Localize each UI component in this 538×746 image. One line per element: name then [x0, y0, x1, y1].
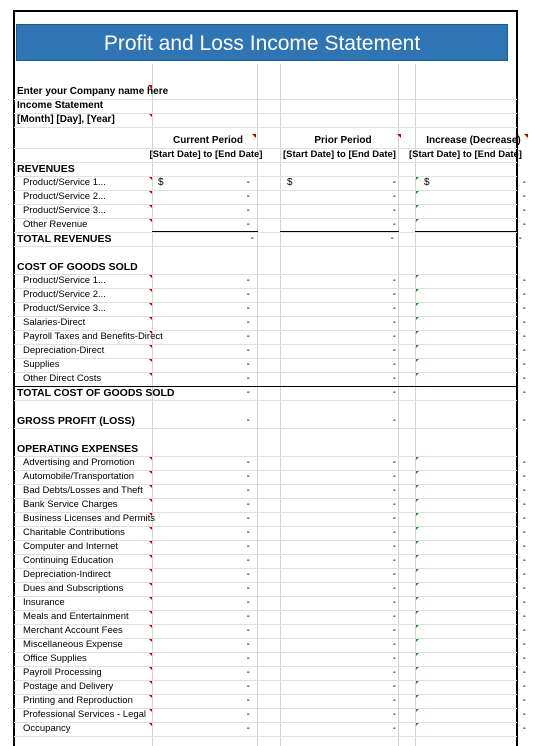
line-item-label[interactable]: Product/Service 1... — [23, 275, 106, 286]
gridline — [14, 232, 517, 233]
current-period-value[interactable]: - — [246, 485, 250, 496]
currency-symbol: $ — [158, 177, 164, 188]
prior-period-value[interactable]: - — [392, 569, 396, 580]
gridline — [14, 344, 517, 345]
line-item-row — [15, 582, 526, 596]
line-item-row — [15, 372, 526, 386]
gridline — [14, 127, 517, 128]
prior-period-value[interactable]: - — [392, 583, 396, 594]
line-item-row — [15, 288, 526, 302]
line-item-label[interactable]: Meals and Entertainment — [23, 611, 129, 622]
gridline — [14, 540, 517, 541]
prior-period-value[interactable]: - — [392, 611, 396, 622]
change-value[interactable]: - — [522, 359, 526, 370]
prior-period-value[interactable]: - — [392, 667, 396, 678]
line-item-row — [15, 218, 526, 232]
current-period-value[interactable]: - — [246, 569, 250, 580]
comment-marker — [397, 134, 401, 138]
gridline — [14, 190, 517, 191]
change-value[interactable]: - — [522, 611, 526, 622]
prior-period-value[interactable]: - — [392, 317, 396, 328]
line-item-label[interactable]: Bad Debts/Losses and Theft — [23, 485, 143, 496]
current-period-value[interactable]: - — [246, 387, 250, 398]
revenues-heading: REVENUES — [17, 163, 75, 175]
prior-period-value[interactable]: - — [392, 331, 396, 342]
column-header-2: Prior Period — [314, 135, 372, 146]
prior-period-value[interactable]: - — [392, 723, 396, 734]
gridline — [14, 652, 517, 653]
line-item-label[interactable]: Continuing Education — [23, 555, 114, 566]
page-title: Profit and Loss Income Statement — [16, 24, 508, 61]
line-item-row — [15, 694, 526, 708]
change-value[interactable]: - — [522, 177, 526, 188]
prior-period-value[interactable]: - — [392, 457, 396, 468]
line-item-row — [15, 204, 526, 218]
current-period-value[interactable]: - — [246, 345, 250, 356]
currency-symbol: $ — [424, 177, 430, 188]
line-item-row — [15, 498, 526, 512]
line-item-label[interactable]: Postage and Delivery — [23, 681, 114, 692]
prior-period-value[interactable]: - — [392, 527, 396, 538]
prior-period-value[interactable]: - — [392, 639, 396, 650]
currency-symbol: $ — [287, 177, 293, 188]
comment-marker — [252, 134, 256, 138]
prior-period-value[interactable]: - — [392, 289, 396, 300]
line-item-row — [15, 666, 526, 680]
line-item-label[interactable]: Business Licenses and Permits — [23, 513, 156, 524]
gridline — [14, 736, 517, 737]
line-item-label[interactable]: Occupancy — [23, 723, 71, 734]
gridline — [14, 596, 517, 597]
line-item-row — [15, 624, 526, 638]
line-item-label[interactable]: Salaries-Direct — [23, 317, 86, 328]
change-value[interactable]: - — [522, 681, 526, 692]
current-period-value[interactable]: - — [246, 597, 250, 608]
date-range-3[interactable]: [Start Date] to [End Date] — [409, 149, 522, 160]
prior-period-value[interactable]: - — [392, 499, 396, 510]
prior-period-value[interactable]: - — [392, 597, 396, 608]
current-period-value[interactable]: - — [246, 709, 250, 720]
gridline — [14, 498, 517, 499]
current-period-value[interactable]: - — [246, 681, 250, 692]
total-underline — [280, 231, 399, 232]
line-item-label[interactable]: Product/Service 1... — [23, 177, 106, 188]
total-revenues-label: TOTAL REVENUES — [17, 233, 112, 245]
change-value[interactable]: - — [522, 583, 526, 594]
gridline — [14, 470, 517, 471]
total-underline — [152, 231, 258, 232]
line-item-row — [15, 512, 526, 526]
gridline — [14, 638, 517, 639]
current-period-value[interactable]: - — [246, 317, 250, 328]
line-item-row — [15, 722, 526, 736]
line-item-row — [15, 330, 526, 344]
gross-profit-label: GROSS PROFIT (LOSS) — [17, 415, 135, 427]
comment-marker — [148, 85, 152, 89]
change-value[interactable]: - — [522, 667, 526, 678]
gridline — [14, 176, 517, 177]
current-period-value[interactable]: - — [246, 555, 250, 566]
line-item-label[interactable]: Office Supplies — [23, 653, 87, 664]
change-value[interactable]: - — [522, 275, 526, 286]
gross-profit-row — [15, 414, 526, 428]
line-item-label[interactable]: Depreciation-Indirect — [23, 569, 111, 580]
line-item-row — [15, 358, 526, 372]
comment-marker — [524, 134, 528, 138]
change-value[interactable]: - — [522, 723, 526, 734]
prior-period-value[interactable]: - — [392, 513, 396, 524]
prior-period-value[interactable]: - — [392, 177, 396, 188]
line-item-label[interactable]: Payroll Taxes and Benefits-Direct — [23, 331, 163, 342]
total-revenues-row — [15, 232, 522, 246]
change-value[interactable]: - — [522, 639, 526, 650]
line-item-label[interactable]: Bank Service Charges — [23, 499, 118, 510]
current-period-value[interactable]: - — [246, 625, 250, 636]
gridline — [14, 512, 517, 513]
line-item-row — [15, 680, 526, 694]
sheet-border-top — [13, 10, 518, 12]
gridline — [14, 568, 517, 569]
current-period-value[interactable]: - — [246, 457, 250, 468]
line-item-label[interactable]: Advertising and Promotion — [23, 457, 135, 468]
line-item-label[interactable]: Other Revenue — [23, 219, 88, 230]
line-item-label[interactable]: Dues and Subscriptions — [23, 583, 124, 594]
change-value[interactable]: - — [522, 373, 526, 384]
line-item-label[interactable]: Product/Service 2... — [23, 289, 106, 300]
cogs-heading: COST OF GOODS SOLD — [17, 261, 138, 273]
change-value[interactable]: - — [522, 457, 526, 468]
change-value[interactable]: - — [522, 513, 526, 524]
gridline — [14, 358, 517, 359]
gridline — [14, 218, 517, 219]
gridline — [14, 274, 517, 275]
line-item-label[interactable]: Other Direct Costs — [23, 373, 102, 384]
gridline — [14, 694, 517, 695]
change-value[interactable]: - — [522, 541, 526, 552]
current-period-value[interactable]: - — [246, 513, 250, 524]
gridline — [14, 456, 517, 457]
prior-period-value[interactable]: - — [392, 709, 396, 720]
prior-period-value[interactable]: - — [392, 485, 396, 496]
gridline — [14, 204, 517, 205]
line-item-label[interactable]: Supplies — [23, 359, 60, 370]
cogs-heading-row — [15, 260, 516, 274]
line-item-row — [15, 610, 526, 624]
gridline — [14, 708, 517, 709]
gridline — [14, 610, 517, 611]
gridline — [14, 400, 517, 401]
gridline — [14, 113, 517, 114]
current-period-value[interactable]: - — [246, 499, 250, 510]
current-period-value[interactable]: - — [246, 359, 250, 370]
date-range-1[interactable]: [Start Date] to [End Date] — [149, 149, 263, 160]
current-period-value[interactable]: - — [246, 471, 250, 482]
gridline — [14, 680, 517, 681]
current-period-value[interactable]: - — [246, 289, 250, 300]
gridline — [14, 316, 517, 317]
line-item-label[interactable]: Merchant Account Fees — [23, 625, 123, 636]
gridline — [14, 582, 517, 583]
line-item-row — [15, 470, 526, 484]
gridline — [14, 722, 517, 723]
gridline — [14, 148, 517, 149]
current-period-value[interactable]: - — [246, 191, 250, 202]
total-value: - — [390, 233, 394, 244]
line-item-row — [15, 638, 526, 652]
prior-period-value[interactable]: - — [392, 555, 396, 566]
line-item-label[interactable]: Printing and Reproduction — [23, 695, 133, 706]
gridline — [14, 554, 517, 555]
line-item-label[interactable]: Payroll Processing — [23, 667, 102, 678]
prior-period-value[interactable]: - — [392, 303, 396, 314]
prior-period-value[interactable]: - — [392, 541, 396, 552]
doc-name-row — [15, 99, 516, 113]
change-value[interactable]: - — [522, 625, 526, 636]
prior-period-value[interactable]: - — [392, 695, 396, 706]
prior-period-value[interactable]: - — [392, 191, 396, 202]
current-period-value[interactable]: - — [246, 331, 250, 342]
current-period-value[interactable]: - — [246, 611, 250, 622]
line-item-row — [15, 316, 526, 330]
company-name[interactable]: Enter your Company name here — [17, 86, 169, 97]
gridline — [14, 624, 517, 625]
change-value[interactable]: - — [522, 317, 526, 328]
total-value: - — [518, 233, 522, 244]
line-item-row — [15, 484, 526, 498]
opex-heading: OPERATING EXPENSES — [17, 443, 139, 455]
prior-period-value[interactable]: - — [392, 415, 396, 426]
current-period-value[interactable]: - — [246, 639, 250, 650]
prior-period-value[interactable]: - — [392, 205, 396, 216]
gridline — [14, 526, 517, 527]
line-item-label[interactable]: Product/Service 2... — [23, 191, 106, 202]
prior-period-value[interactable]: - — [392, 625, 396, 636]
gridline — [14, 302, 517, 303]
prior-period-value[interactable]: - — [392, 359, 396, 370]
current-period-value[interactable]: - — [246, 583, 250, 594]
change-value[interactable]: - — [522, 219, 526, 230]
current-period-value[interactable]: - — [246, 275, 250, 286]
company-row — [15, 85, 516, 99]
gridline — [14, 484, 517, 485]
line-item-row — [15, 190, 526, 204]
line-item-row — [15, 344, 526, 358]
line-item-row — [15, 554, 526, 568]
prior-period-value[interactable]: - — [392, 219, 396, 230]
prior-period-value[interactable]: - — [392, 275, 396, 286]
line-item-row — [15, 274, 526, 288]
line-item-label[interactable]: Miscellaneous Expense — [23, 639, 123, 650]
current-period-value[interactable]: - — [246, 653, 250, 664]
current-period-value[interactable]: - — [246, 205, 250, 216]
change-value[interactable]: - — [522, 555, 526, 566]
prior-period-value[interactable]: - — [392, 653, 396, 664]
gridline — [14, 372, 517, 373]
change-value[interactable]: - — [522, 569, 526, 580]
gridline — [14, 330, 517, 331]
total-underline — [415, 231, 516, 232]
change-value[interactable]: - — [522, 205, 526, 216]
line-item-label[interactable]: Computer and Internet — [23, 541, 119, 552]
change-value[interactable]: - — [522, 527, 526, 538]
line-item-row — [15, 526, 526, 540]
total-value: - — [250, 233, 254, 244]
change-value[interactable]: - — [522, 191, 526, 202]
change-value[interactable]: - — [522, 485, 526, 496]
column-header-row — [15, 134, 521, 148]
line-item-label[interactable]: Insurance — [23, 597, 65, 608]
gridline — [14, 428, 517, 429]
current-period-value[interactable]: - — [246, 527, 250, 538]
change-value[interactable]: - — [522, 709, 526, 720]
change-value[interactable]: - — [522, 695, 526, 706]
gridline — [14, 288, 517, 289]
prior-period-value[interactable]: - — [392, 345, 396, 356]
prior-period-value[interactable]: - — [392, 373, 396, 384]
change-value[interactable]: - — [522, 471, 526, 482]
line-item-label[interactable]: Professional Services - Legal — [23, 709, 147, 720]
current-period-value[interactable]: - — [246, 541, 250, 552]
change-value[interactable]: - — [522, 303, 526, 314]
prior-period-value[interactable]: - — [392, 471, 396, 482]
total-cogs-row — [15, 386, 526, 400]
total-cogs-label: TOTAL COST OF GOODS SOLD — [17, 387, 175, 399]
gridline — [14, 246, 517, 247]
change-value[interactable]: - — [522, 331, 526, 342]
total-underline — [14, 386, 517, 387]
gridline — [14, 666, 517, 667]
line-item-row — [15, 176, 526, 190]
change-value[interactable]: - — [522, 499, 526, 510]
current-period-value[interactable]: - — [246, 695, 250, 706]
line-item-row — [15, 596, 526, 610]
revenues-heading-row — [15, 162, 516, 176]
line-item-row — [15, 708, 526, 722]
line-item-row — [15, 568, 526, 582]
change-value[interactable]: - — [522, 289, 526, 300]
change-value[interactable]: - — [522, 345, 526, 356]
current-period-value[interactable]: - — [246, 303, 250, 314]
line-item-row — [15, 540, 526, 554]
line-item-label[interactable]: Depreciation-Direct — [23, 345, 105, 356]
current-period-value[interactable]: - — [246, 177, 250, 188]
change-value[interactable]: - — [522, 415, 526, 426]
change-value[interactable]: - — [522, 387, 526, 398]
line-item-label[interactable]: Automobile/Transportation — [23, 471, 135, 482]
opex-heading-row — [15, 442, 516, 456]
line-item-label[interactable]: Charitable Contributions — [23, 527, 125, 538]
current-period-value[interactable]: - — [246, 723, 250, 734]
gridline — [14, 99, 517, 100]
date-range-2[interactable]: [Start Date] to [End Date] — [283, 149, 396, 160]
gridline — [14, 162, 517, 163]
change-value[interactable]: - — [522, 597, 526, 608]
line-item-row — [15, 302, 526, 316]
change-value[interactable]: - — [522, 653, 526, 664]
line-item-row — [15, 652, 526, 666]
column-header-1: Current Period — [172, 135, 243, 146]
line-item-label[interactable]: Product/Service 3... — [23, 303, 106, 314]
statement-date[interactable]: [Month] [Day], [Year] — [17, 114, 115, 125]
line-item-row — [15, 456, 526, 470]
column-header-3: Increase (Decrease) — [426, 135, 521, 146]
current-period-value[interactable]: - — [246, 219, 250, 230]
current-period-value[interactable]: - — [246, 667, 250, 678]
document-name[interactable]: Income Statement — [17, 100, 104, 111]
date-row — [15, 113, 516, 127]
current-period-value[interactable]: - — [246, 415, 250, 426]
date-range-row — [15, 148, 522, 162]
prior-period-value[interactable]: - — [392, 387, 396, 398]
current-period-value[interactable]: - — [246, 373, 250, 384]
prior-period-value[interactable]: - — [392, 681, 396, 692]
line-item-label[interactable]: Product/Service 3... — [23, 205, 106, 216]
